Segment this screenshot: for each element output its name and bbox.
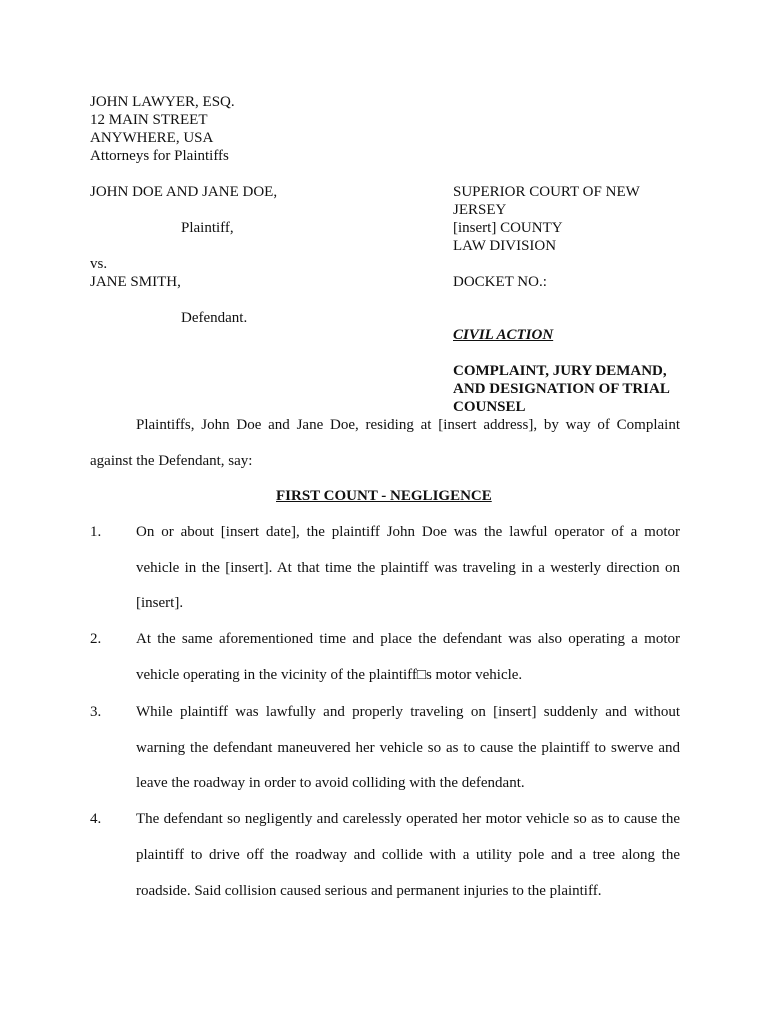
court-name-line1: SUPERIOR COURT OF NEW xyxy=(453,184,640,200)
paragraph-line: warning the defendant maneuvered her vehicle so as to cause the plaintiff to swerve and xyxy=(136,740,680,756)
paragraph-number: 4. xyxy=(90,811,102,827)
paragraph-number: 1. xyxy=(90,524,102,540)
document-title-line2: AND DESIGNATION OF TRIAL xyxy=(453,381,670,397)
defendant-label: Defendant. xyxy=(181,310,248,326)
attorney-role: Attorneys for Plaintiffs xyxy=(90,148,229,164)
paragraph-line: On or about [insert date], the plaintiff John Doe was the lawful operator of a motor xyxy=(136,524,680,540)
paragraph-line: leave the roadway in order to avoid colliding with the defendant. xyxy=(136,775,525,791)
intro-line-1: Plaintiffs, John Doe and Jane Doe, residing at [insert address], by way of Complaint xyxy=(136,417,680,433)
paragraph-line: vehicle operating in the vicinity of the plaintiff□s motor vehicle. xyxy=(136,667,523,683)
paragraph-line: plaintiff to drive off the roadway and collide with a utility pole and a tree along the xyxy=(136,847,680,863)
plaintiff-label: Plaintiff, xyxy=(181,220,234,236)
versus: vs. xyxy=(90,256,108,272)
paragraph-number: 2. xyxy=(90,631,102,647)
intro-line-2: against the Defendant, say: xyxy=(90,453,253,469)
count-heading: FIRST COUNT - NEGLIGENCE xyxy=(276,488,492,504)
court-county: [insert] COUNTY xyxy=(453,220,563,236)
court-name-line2: JERSEY xyxy=(453,202,507,218)
attorney-name: JOHN LAWYER, ESQ. xyxy=(90,94,235,110)
paragraph-line: roadside. Said collision caused serious and permanent injuries to the plaintiff. xyxy=(136,883,602,899)
paragraph-line: At the same aforementioned time and place the defendant was also operating a motor xyxy=(136,631,680,647)
paragraph-line: While plaintiff was lawfully and properly traveling on [insert] suddenly and without xyxy=(136,704,680,720)
paragraph-number: 3. xyxy=(90,704,102,720)
plaintiffs-names: JOHN DOE AND JANE DOE, xyxy=(90,184,278,200)
paragraph-line: vehicle in the [insert]. At that time the plaintiff was traveling in a westerly direction on xyxy=(136,560,680,576)
court-division: LAW DIVISION xyxy=(453,238,557,254)
document-title-line3: COUNSEL xyxy=(453,399,526,415)
paragraph-line: [insert]. xyxy=(136,595,184,611)
defendant-name: JANE SMITH, xyxy=(90,274,181,290)
civil-action-label: CIVIL ACTION xyxy=(453,327,554,343)
attorney-street: 12 MAIN STREET xyxy=(90,112,208,128)
document-title-line1: COMPLAINT, JURY DEMAND, xyxy=(453,363,667,379)
docket-number: DOCKET NO.: xyxy=(453,274,547,290)
attorney-city: ANYWHERE, USA xyxy=(90,130,214,146)
paragraph-line: The defendant so negligently and carelessly operated her motor vehicle so as to cause the xyxy=(136,811,680,827)
